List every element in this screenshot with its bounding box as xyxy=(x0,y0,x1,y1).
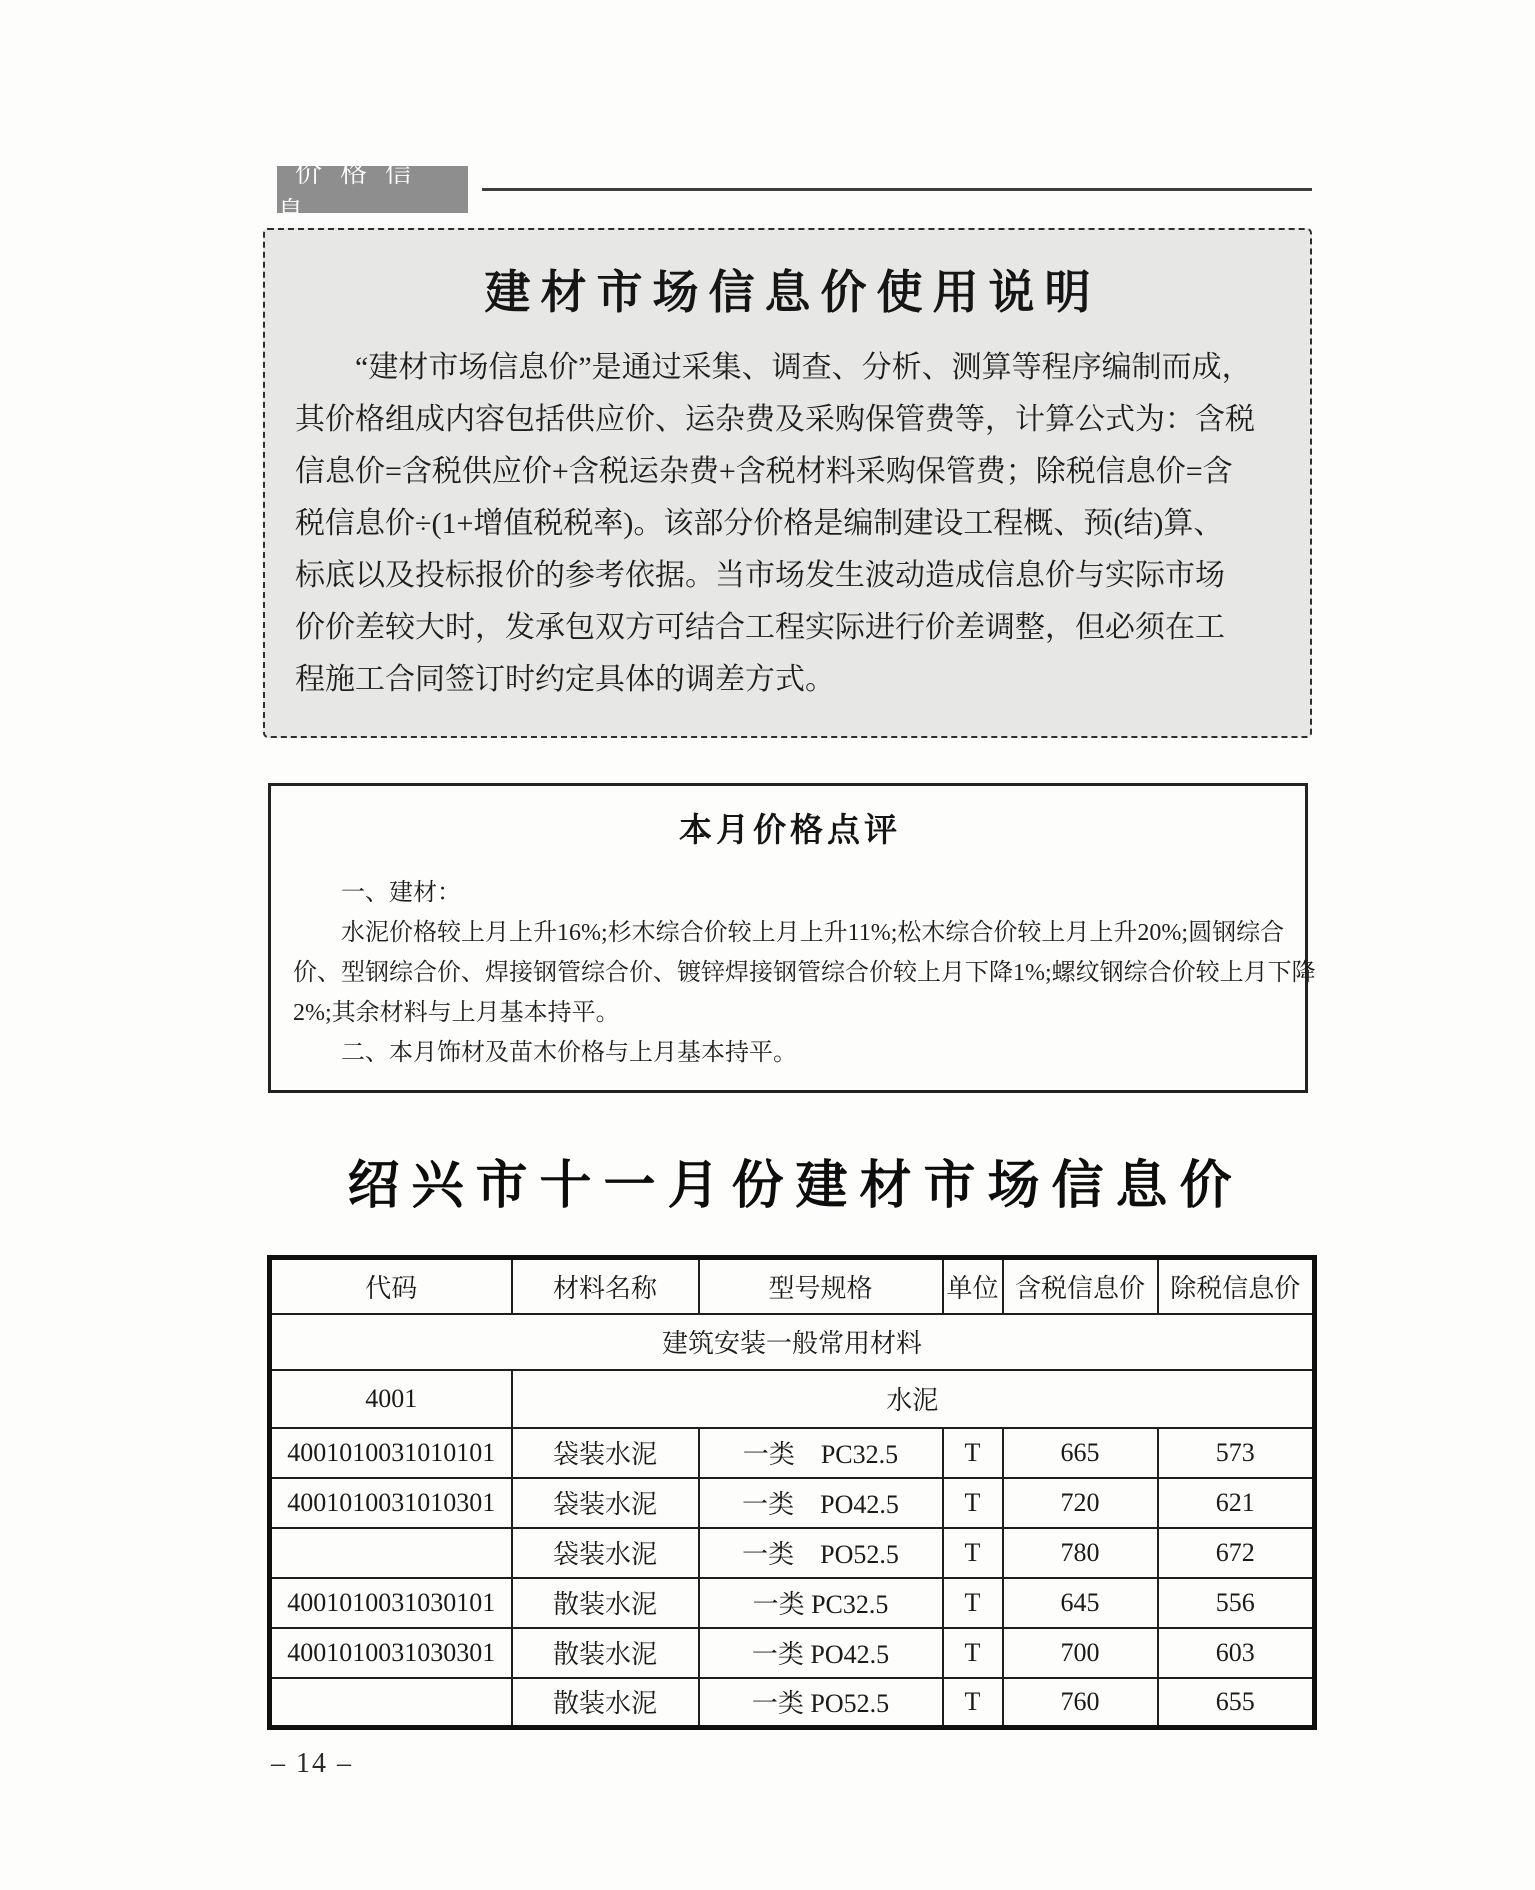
cell-price-excl-tax: 672 xyxy=(1158,1528,1315,1578)
monthly-review-box xyxy=(268,783,1316,1093)
cell-code: 4001010031030101 xyxy=(270,1578,512,1628)
usage-line: 信息价=含税供应价+含税运杂费+含税材料采购保管费；除税信息价=含 xyxy=(295,455,1233,488)
cell-unit: T xyxy=(943,1578,1003,1628)
table-row xyxy=(270,1528,1315,1578)
cell-price-incl-tax: 720 xyxy=(1003,1478,1158,1528)
column-header-price-excl-tax: 除税信息价 xyxy=(1158,1258,1315,1314)
page-title: 绍兴市十一月份建材市场信息价 xyxy=(347,1157,1244,1215)
cell-code: 4001010031030301 xyxy=(270,1628,512,1678)
cell-unit: T xyxy=(943,1528,1003,1578)
usage-line: 税信息价÷(1+增值税税率)。该部分价格是编制建设工程概、预(结)算、 xyxy=(295,507,1224,540)
review-line: 水泥价格较上月上升16%;杉木综合价较上月上升11%;松木综合价较上月上升20%;圆钢综合 xyxy=(341,920,1285,946)
cell-material-name: 袋装水泥 xyxy=(512,1478,699,1528)
cell-spec: 一类 PO52.5 xyxy=(699,1678,943,1728)
cell-price-excl-tax: 556 xyxy=(1158,1578,1315,1628)
cell-code xyxy=(270,1528,512,1578)
section-row-label: 建筑安装一般常用材料 xyxy=(270,1314,1315,1370)
section-row xyxy=(270,1314,1315,1370)
usage-line: 程施工合同签订时约定具体的调差方式。 xyxy=(295,663,835,696)
cell-material-name: 袋装水泥 xyxy=(512,1528,699,1578)
group-row-code: 4001 xyxy=(270,1370,512,1428)
cell-price-excl-tax: 655 xyxy=(1158,1678,1315,1728)
usage-line: 其价格组成内容包括供应价、运杂费及采购保管费等，计算公式为：含税 xyxy=(295,403,1255,436)
cell-code: 4001010031010301 xyxy=(270,1478,512,1528)
cell-price-excl-tax: 603 xyxy=(1158,1628,1315,1678)
page-header xyxy=(277,157,1312,227)
cell-unit: T xyxy=(943,1478,1003,1528)
table-row xyxy=(270,1578,1315,1628)
cell-unit: T xyxy=(943,1678,1003,1728)
cell-unit: T xyxy=(943,1628,1003,1678)
cell-price-excl-tax: 573 xyxy=(1158,1428,1315,1478)
usage-box-title: 建材市场信息价使用说明 xyxy=(484,267,1101,318)
cell-price-incl-tax: 780 xyxy=(1003,1528,1158,1578)
cell-material-name: 散装水泥 xyxy=(512,1578,699,1628)
cell-price-excl-tax: 621 xyxy=(1158,1478,1315,1528)
table-row xyxy=(270,1428,1315,1478)
review-line: 一、建材： xyxy=(341,880,461,906)
cell-material-name: 散装水泥 xyxy=(512,1628,699,1678)
usage-line: 价价差较大时，发承包双方可结合工程实际进行价差调整，但必须在工 xyxy=(295,611,1225,644)
cell-spec: 一类 PC32.5 xyxy=(699,1578,943,1628)
cell-code xyxy=(270,1678,512,1728)
header-rule xyxy=(482,188,1312,191)
column-header-material-name: 材料名称 xyxy=(512,1258,699,1314)
page-number: – 14 – xyxy=(271,1748,353,1779)
cell-price-incl-tax: 700 xyxy=(1003,1628,1158,1678)
review-box-title: 本月价格点评 xyxy=(679,813,901,849)
table-header-row xyxy=(270,1258,1315,1314)
review-line: 二、本月饰材及苗木价格与上月基本持平。 xyxy=(341,1040,797,1066)
cell-unit: T xyxy=(943,1428,1003,1478)
column-header-spec: 型号规格 xyxy=(699,1258,943,1314)
usage-notice-box xyxy=(263,228,1312,738)
price-table xyxy=(267,1255,1317,1730)
review-box-text xyxy=(293,873,1316,1073)
cell-price-incl-tax: 760 xyxy=(1003,1678,1158,1728)
review-line: 2%;其余材料与上月基本持平。 xyxy=(293,1000,620,1026)
section-badge: 价格信息 xyxy=(277,166,468,213)
usage-box-text xyxy=(295,342,1280,706)
group-row-name: 水泥 xyxy=(512,1370,1315,1428)
cell-spec: 一类 PO42.5 xyxy=(699,1628,943,1678)
usage-line: 标底以及投标报价的参考依据。当市场发生波动造成信息价与实际市场 xyxy=(295,559,1225,592)
table-row xyxy=(270,1678,1315,1728)
table-row xyxy=(270,1628,1315,1678)
cell-spec: 一类 PO42.5 xyxy=(699,1478,943,1528)
cell-material-name: 袋装水泥 xyxy=(512,1428,699,1478)
cell-price-incl-tax: 665 xyxy=(1003,1428,1158,1478)
cell-price-incl-tax: 645 xyxy=(1003,1578,1158,1628)
review-line: 价、型钢综合价、焊接钢管综合价、镀锌焊接钢管综合价较上月下降1%;螺纹钢综合价较上月下降 xyxy=(293,960,1316,986)
column-header-unit: 单位 xyxy=(943,1258,1003,1314)
column-header-price-incl-tax: 含税信息价 xyxy=(1003,1258,1158,1314)
table-row xyxy=(270,1478,1315,1528)
cell-spec: 一类 PC32.5 xyxy=(699,1428,943,1478)
usage-line: “建材市场信息价”是通过采集、调查、分析、测算等程序编制而成， xyxy=(355,351,1252,384)
cell-spec: 一类 PO52.5 xyxy=(699,1528,943,1578)
cell-code: 4001010031010101 xyxy=(270,1428,512,1478)
group-row xyxy=(270,1370,1315,1428)
column-header-code: 代码 xyxy=(270,1258,512,1314)
cell-material-name: 散装水泥 xyxy=(512,1678,699,1728)
